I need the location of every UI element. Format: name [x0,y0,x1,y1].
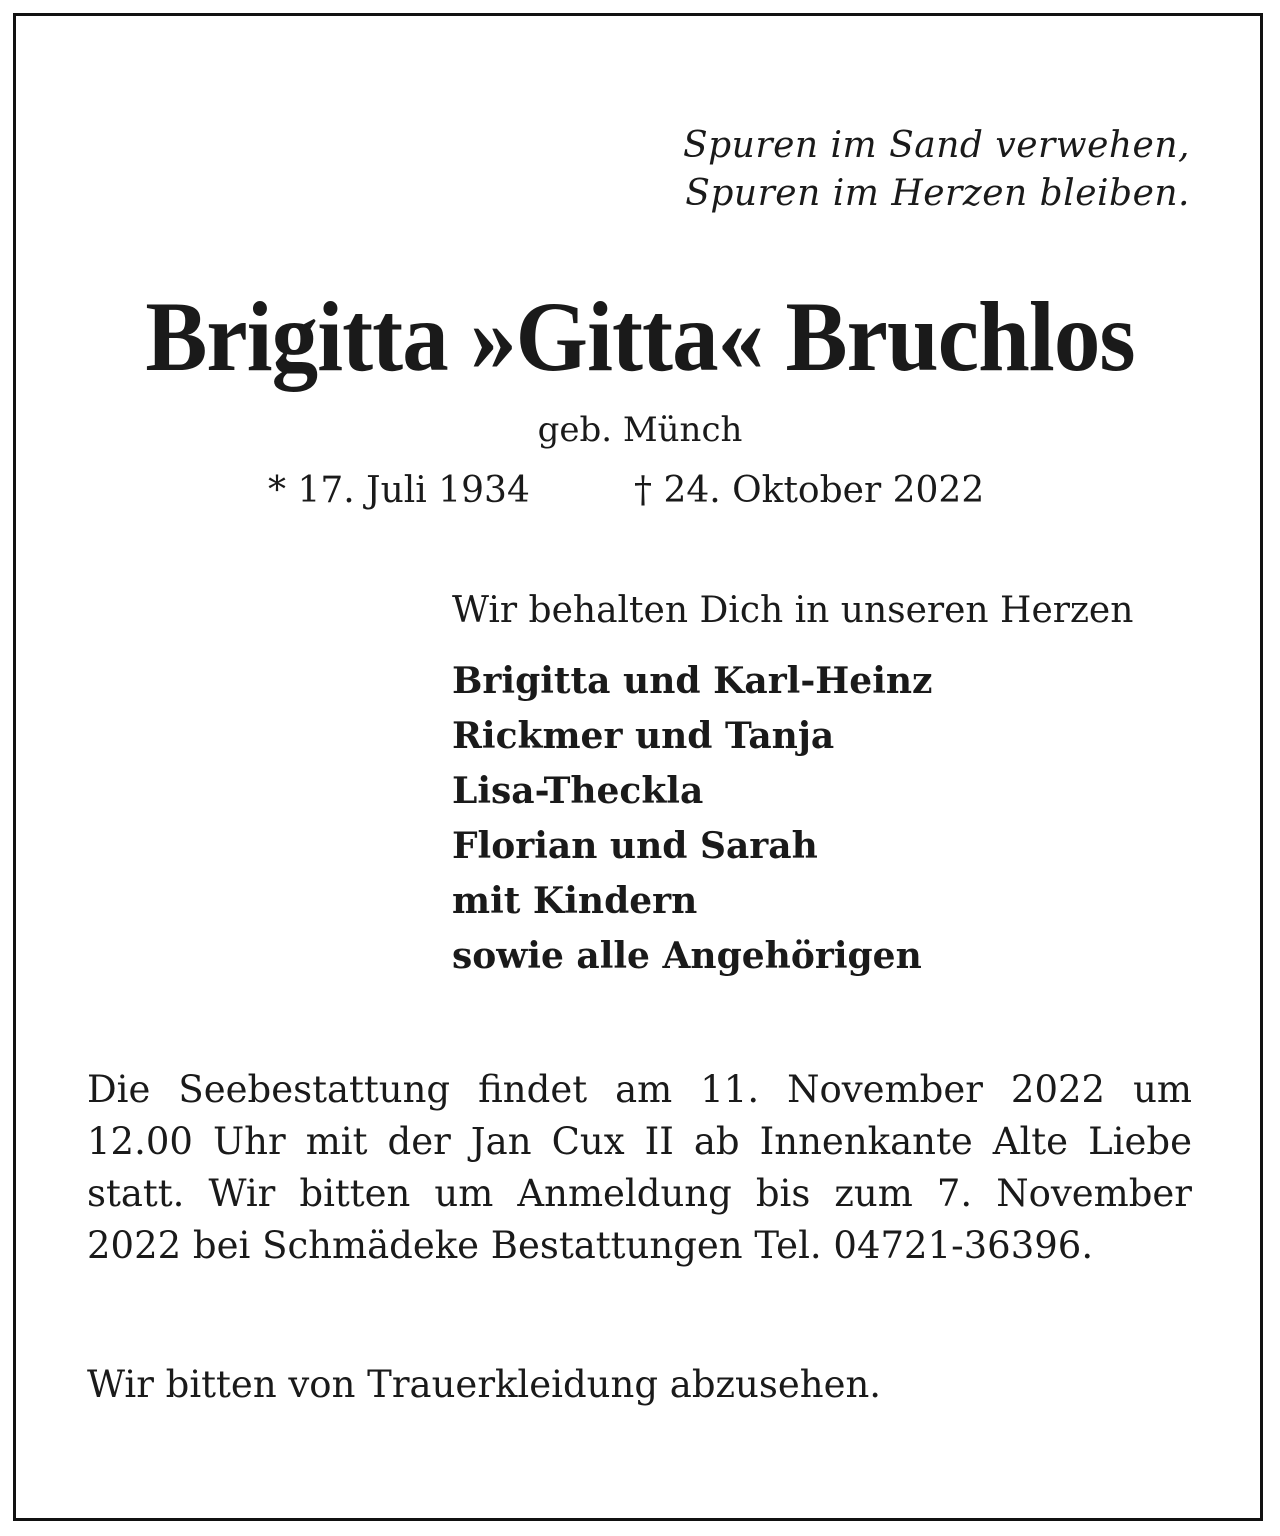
death-date: † 24. Oktober 2022 [634,470,985,511]
motto-quote [683,122,1190,218]
family-intro: Wir behalten Dich in unseren Herzen [452,590,1134,631]
birth-date: * 17. Juli 1934 [268,470,530,511]
closing-note: Wir bitten von Trauerkleidung abzusehen. [87,1363,882,1406]
family-member: Brigitta und Karl-Heinz [452,660,933,702]
family-member: mit Kindern [452,880,698,922]
motto-line-1: Spuren im Sand verwehen, [682,125,1190,166]
funeral-notice: Die Seebestattung findet am 11. November 2022 um 12.00 Uhr mit der Jan Cux II ab Innenkante Alte Liebe statt. Wir bitten um Anmeldung bis zum 7. November 2022 bei Schmädeke Bestattungen Tel. 04721-36396. [87,1068,1192,1267]
family-section [452,588,1212,984]
family-member: Rickmer und Tanja [452,715,835,757]
maiden-name: geb. Münch [537,410,743,450]
deceased-name: Brigitta »Gitta« Bruchlos [145,281,1135,392]
family-member: sowie alle Angehörigen [452,935,922,977]
family-member: Florian und Sarah [452,825,818,867]
family-member: Lisa-Theckla [452,770,704,812]
family-list [452,654,1212,984]
motto-line-2: Spuren im Herzen bleiben. [685,173,1190,214]
